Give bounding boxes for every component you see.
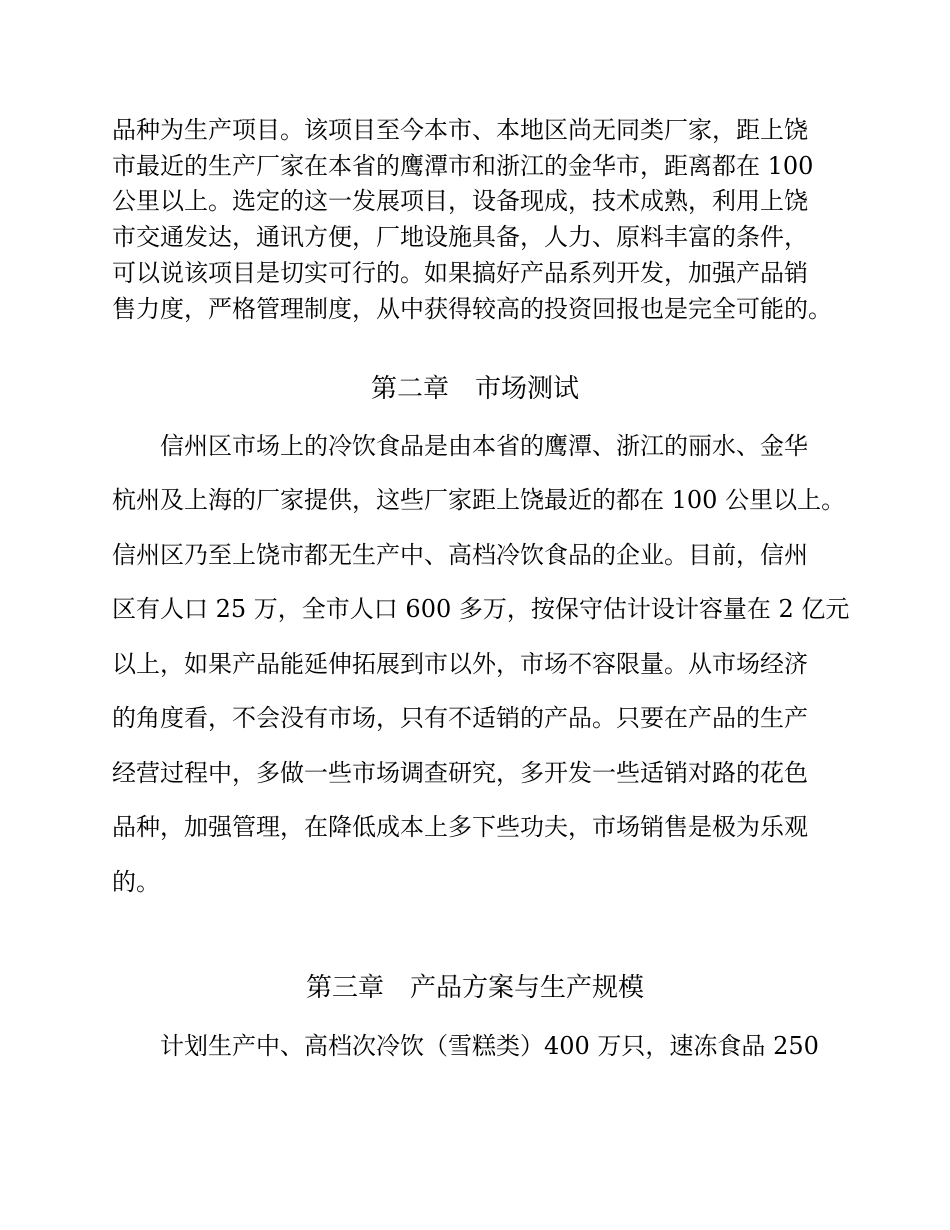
intro-line: 可以说该项目是切实可行的。如果搞好产品系列开发，加强产品销 [112, 259, 808, 287]
chapter-2-line: 杭州及上海的厂家提供，这些厂家距上饶最近的都在 100 公里以上。 [112, 486, 846, 514]
chapter-2-line: 信州区市场上的冷饮食品是由本省的鹰潭、浙江的丽水、金华 [112, 432, 808, 460]
chapter-2-line: 的角度看，不会没有市场，只有不适销的产品。只要在产品的生产 [112, 704, 808, 732]
chapter-3-title: 第三章 产品方案与生产规模 [305, 973, 644, 1003]
chapter-2-line: 信州区乃至上饶市都无生产中、高档冷饮食品的企业。目前，信州 [112, 541, 808, 569]
chapter-2-line: 品种，加强管理，在降低成本上多下些功夫，市场销售是极为乐观 [112, 813, 808, 841]
intro-line: 品种为生产项目。该项目至今本市、本地区尚无同类厂家，距上饶 [112, 116, 808, 144]
chapter-2-line: 的。 [112, 868, 160, 896]
chapter-2-line: 以上，如果产品能延伸拓展到市以外，市场不容限量。从市场经济 [112, 650, 808, 678]
chapter-2-line: 区有人口 25 万，全市人口 600 多万，按保守估计设计容量在 2 亿元 [112, 595, 850, 623]
chapter-3-line: 计划生产中、高档次冷饮（雪糕类）400 万只，速冻食品 250 [112, 1032, 819, 1060]
chapter-2-line: 经营过程中，多做一些市场调查研究，多开发一些适销对路的花色 [112, 759, 808, 787]
chapter-2-title: 第二章 市场测试 [370, 374, 579, 404]
intro-line: 市交通发达，通讯方便，厂地设施具备，人力、原料丰富的条件， [112, 223, 808, 251]
intro-line: 售力度，严格管理制度，从中获得较高的投资回报也是完全可能的。 [112, 295, 832, 323]
intro-line: 市最近的生产厂家在本省的鹰潭市和浙江的金华市，距离都在 100 [112, 152, 814, 180]
intro-line: 公里以上。选定的这一发展项目，设备现成，技术成熟，利用上饶 [112, 187, 808, 215]
